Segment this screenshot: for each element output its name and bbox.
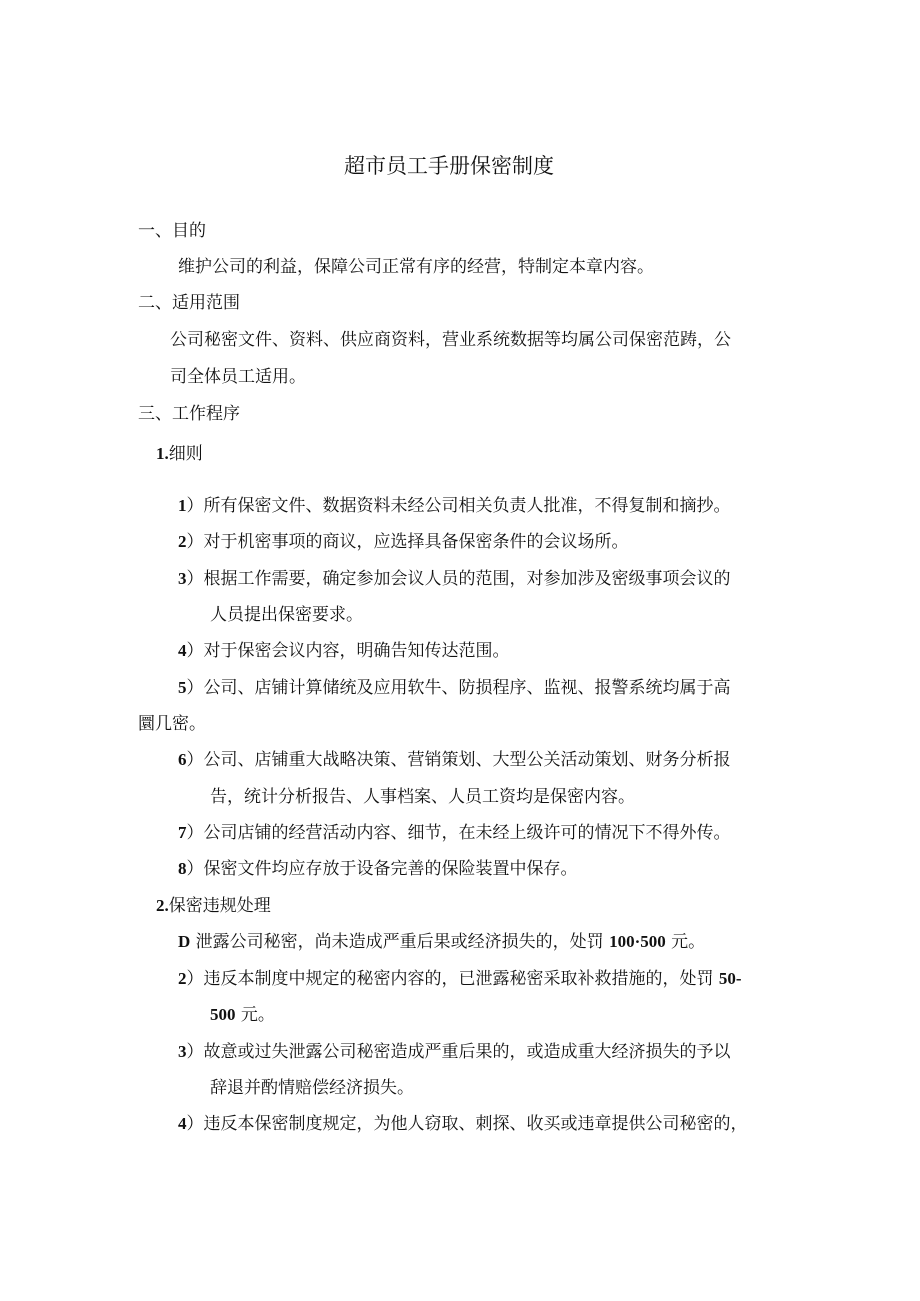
rule-item-8: 8）保密文件均应存放于设备完善的保险装置中保存。 [178, 859, 578, 879]
page-title: 超市员工手册保密制度 [344, 154, 554, 178]
rule-item-6-cont: 告，统计分析报告、人事档案、人员工资均是保密内容。 [210, 787, 635, 807]
section-body-purpose: 维护公司的利益，保障公司正常有序的经营，特制定本章内容。 [178, 257, 654, 277]
section-body-scope-line2: 司全体员工适用。 [170, 367, 306, 387]
rule-item-2: 2）对于机密事项的商议，应选择具备保密条件的会议场所。 [178, 532, 629, 552]
rule-item-7: 7）公司店铺的经营活动内容、细节，在未经上级许可的情况下不得外传。 [178, 823, 731, 843]
rule-item-5: 5）公司、店铺计算储统及应用软牛、防损程序、监视、报警系统均属于高 [178, 678, 731, 698]
rule-item-1: 1）所有保密文件、数据资料未经公司相关负责人批准，不得复制和摘抄。 [178, 496, 731, 516]
penalty-item-3: 3）故意或过失泄露公司秘密造成严重后果的，或造成重大经济损失的予以 [178, 1042, 731, 1062]
section-body-scope-line1: 公司秘密文件、资料、供应商资料，营业系统数据等均属公司保密范踌，公 [170, 330, 731, 350]
penalty-item-3-cont: 辞退并酌情赔偿经济损失。 [210, 1078, 414, 1098]
subsection-heading-rules: 1.细则 [156, 444, 203, 464]
section-heading-purpose: 一、目的 [138, 221, 206, 241]
rule-item-6: 6）公司、店铺重大战略决策、营销策划、大型公关活动策划、财务分析报 [178, 750, 731, 770]
rule-item-3-cont: 人员提出保密要求。 [210, 605, 363, 625]
section-heading-scope: 二、适用范围 [138, 293, 240, 313]
rule-item-3: 3）根据工作需要，确定参加会议人员的范围，对参加涉及密级事项会议的 [178, 569, 731, 589]
rule-item-4: 4）对于保密会议内容，明确告知传达范围。 [178, 641, 510, 661]
penalty-item-4: 4）违反本保密制度规定，为他人窃取、刺探、收买或违章提供公司秘密的， [178, 1114, 748, 1134]
rule-item-5-cont: 圜几密。 [138, 714, 206, 734]
penalty-item-2-cont: 500 元。 [210, 1005, 275, 1025]
penalty-item-1: D 泄露公司秘密，尚未造成严重后果或经济损失的，处罚 100·500 元。 [178, 932, 706, 952]
penalty-item-2: 2）违反本制度中规定的秘密内容的，已泄露秘密采取补救措施的，处罚 50- [178, 969, 742, 989]
section-heading-procedure: 三、工作程序 [138, 404, 240, 424]
subsection-heading-violations: 2.保密违规处理 [156, 896, 271, 916]
